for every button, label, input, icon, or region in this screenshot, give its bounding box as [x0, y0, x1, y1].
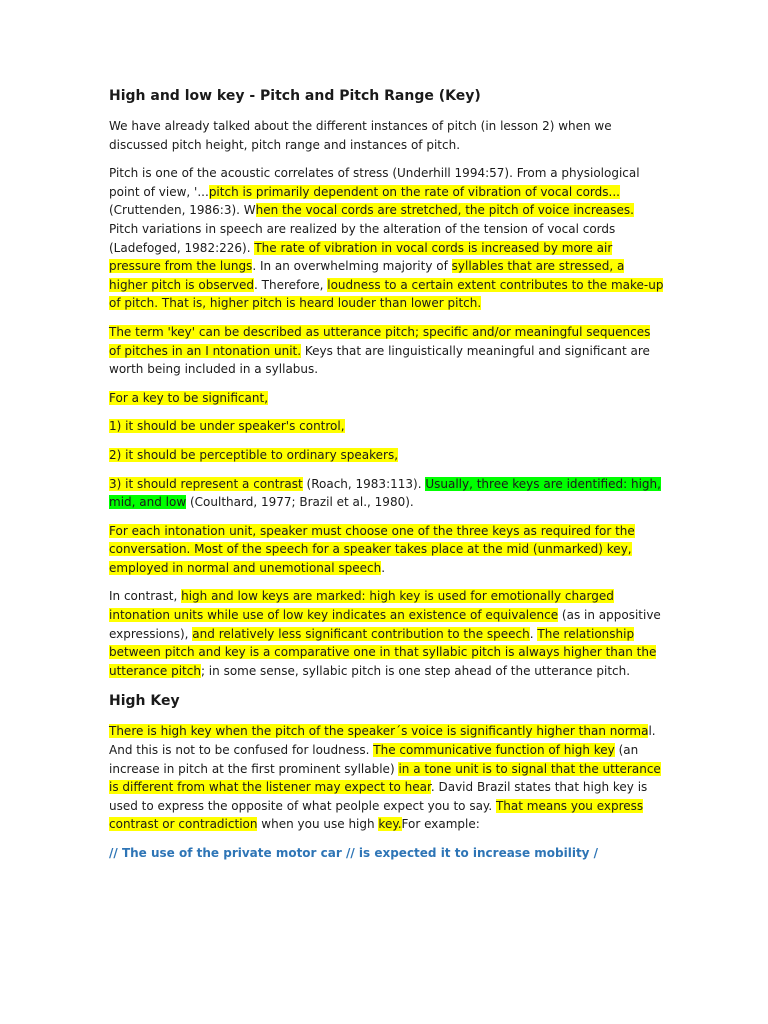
highlighted-text: There is high key when the pitch of the speaker´s voice is significantly higher than norma [109, 724, 649, 739]
example-sentence: // The use of the private motor car // is expected it to increase mobility / [109, 846, 599, 860]
highlighted-text-green: Usually, three keys are identified: high, mid, and low [109, 476, 661, 510]
text-run: (as in appositive expressions), [109, 608, 661, 641]
text-run: In contrast, [109, 589, 182, 604]
highlighted-text: in a tone unit is to signal that the utterance is different from what the listener may expect to hear [109, 761, 661, 795]
text-run: (Cruttenden, 1986:3). W [109, 203, 256, 218]
highlighted-text: That means you express contrast or contradiction [109, 798, 644, 832]
text-run: l. And this is not to be confused for loudness. [109, 724, 656, 758]
text-run: (Coulthard, 1977; Brazil et al., 1980). [186, 495, 414, 510]
highlighted-text: The rate of vibration in vocal cords is increased by more air pressure from the lungs [109, 240, 613, 274]
list-item-contrast [109, 475, 664, 512]
highlighted-text: 1) it should be under speaker's control, [109, 419, 345, 434]
highlighted-text: loudness to a certain extent contributes to the make-up of pitch. That is, higher pitch is heard louder than lower pitch. [109, 277, 664, 311]
highlighted-text: key. [378, 817, 402, 832]
paragraph-pitch-physiology [109, 164, 664, 313]
text-run: Pitch variations in speech are realized by the alteration of the tension of vocal cords (Ladefoged, 1982:226). [109, 221, 616, 255]
highlighted-text: syllables that are stressed, a higher pitch is observed [109, 259, 625, 292]
text-run: . [529, 626, 538, 641]
paragraph-three-keys [109, 522, 664, 578]
paragraph-intro [109, 117, 664, 154]
highlighted-text: The term 'key' can be described as utterance pitch; specific and/or meaningful sequences of pitches in an I ntonation unit. [109, 324, 651, 358]
text-run: Pitch is one of the acoustic correlates of stress (Underhill 1994:57). From a physiological point of view, '... [109, 166, 640, 199]
text-run: (Roach, 1983:113). [302, 476, 426, 491]
text-run: . Therefore, [254, 277, 328, 292]
text-run: Keys that are linguistically meaningful and significant are worth being included in a syllabus. [109, 343, 650, 377]
highlighted-text: 2) it should be perceptible to ordinary speakers, [109, 447, 399, 462]
text-run: . In an overwhelming majority of [252, 259, 452, 274]
text-run: We have already talked about the different instances of pitch (in lesson 2) when we discussed pitch height, pitch range and instances of pitch. [109, 119, 612, 152]
text-run: when you use high [257, 817, 379, 832]
list-item-perceptible [109, 446, 664, 465]
list-item-speaker-control [109, 417, 664, 436]
highlighted-text: The communicative function of high key [373, 743, 615, 758]
paragraph-significance-intro [109, 389, 664, 408]
paragraph-high-key [109, 722, 664, 834]
text-run: . [381, 560, 386, 575]
highlighted-text: high and low keys are marked: high key is used for emotionally charged intonation units while use of low key indicates an existence of equivalence [109, 589, 614, 623]
highlighted-text: The relationship between pitch and key is a comparative one in that syllabic pitch is always higher than the utterance pitch [109, 626, 657, 678]
text-run: . David Brazil states that high key is used to express the opposite of what peolple expect you to say. [109, 780, 648, 813]
paragraph-marked-keys [109, 587, 664, 680]
highlighted-text: pitch is primarily dependent on the rate of vibration of vocal cords... [208, 184, 620, 199]
highlighted-text: For each intonation unit, speaker must choose one of the three keys as required for the conversation. Most of the speech for a speaker takes place at the mid (unmarked) key, employed in normal and unemotional speech [109, 523, 635, 575]
highlighted-text: For a key to be significant, [109, 390, 269, 405]
paragraph-key-definition [109, 323, 664, 379]
text-run: For example: [401, 817, 480, 832]
highlighted-text: and relatively less significant contribution to the speech [192, 626, 530, 641]
text-run: ; in some sense, syllabic pitch is one step ahead of the utterance pitch. [200, 663, 631, 678]
highlighted-text: hen the vocal cords are stretched, the pitch of voice increases. [255, 203, 634, 218]
highlighted-text: 3) it should represent a contrast [109, 476, 303, 491]
text-run: (an increase in pitch at the first prominent syllable) [109, 743, 639, 776]
page-title: High and low key - Pitch and Pitch Range (Key) [109, 88, 481, 104]
section-heading-high-key: High Key [109, 693, 180, 710]
